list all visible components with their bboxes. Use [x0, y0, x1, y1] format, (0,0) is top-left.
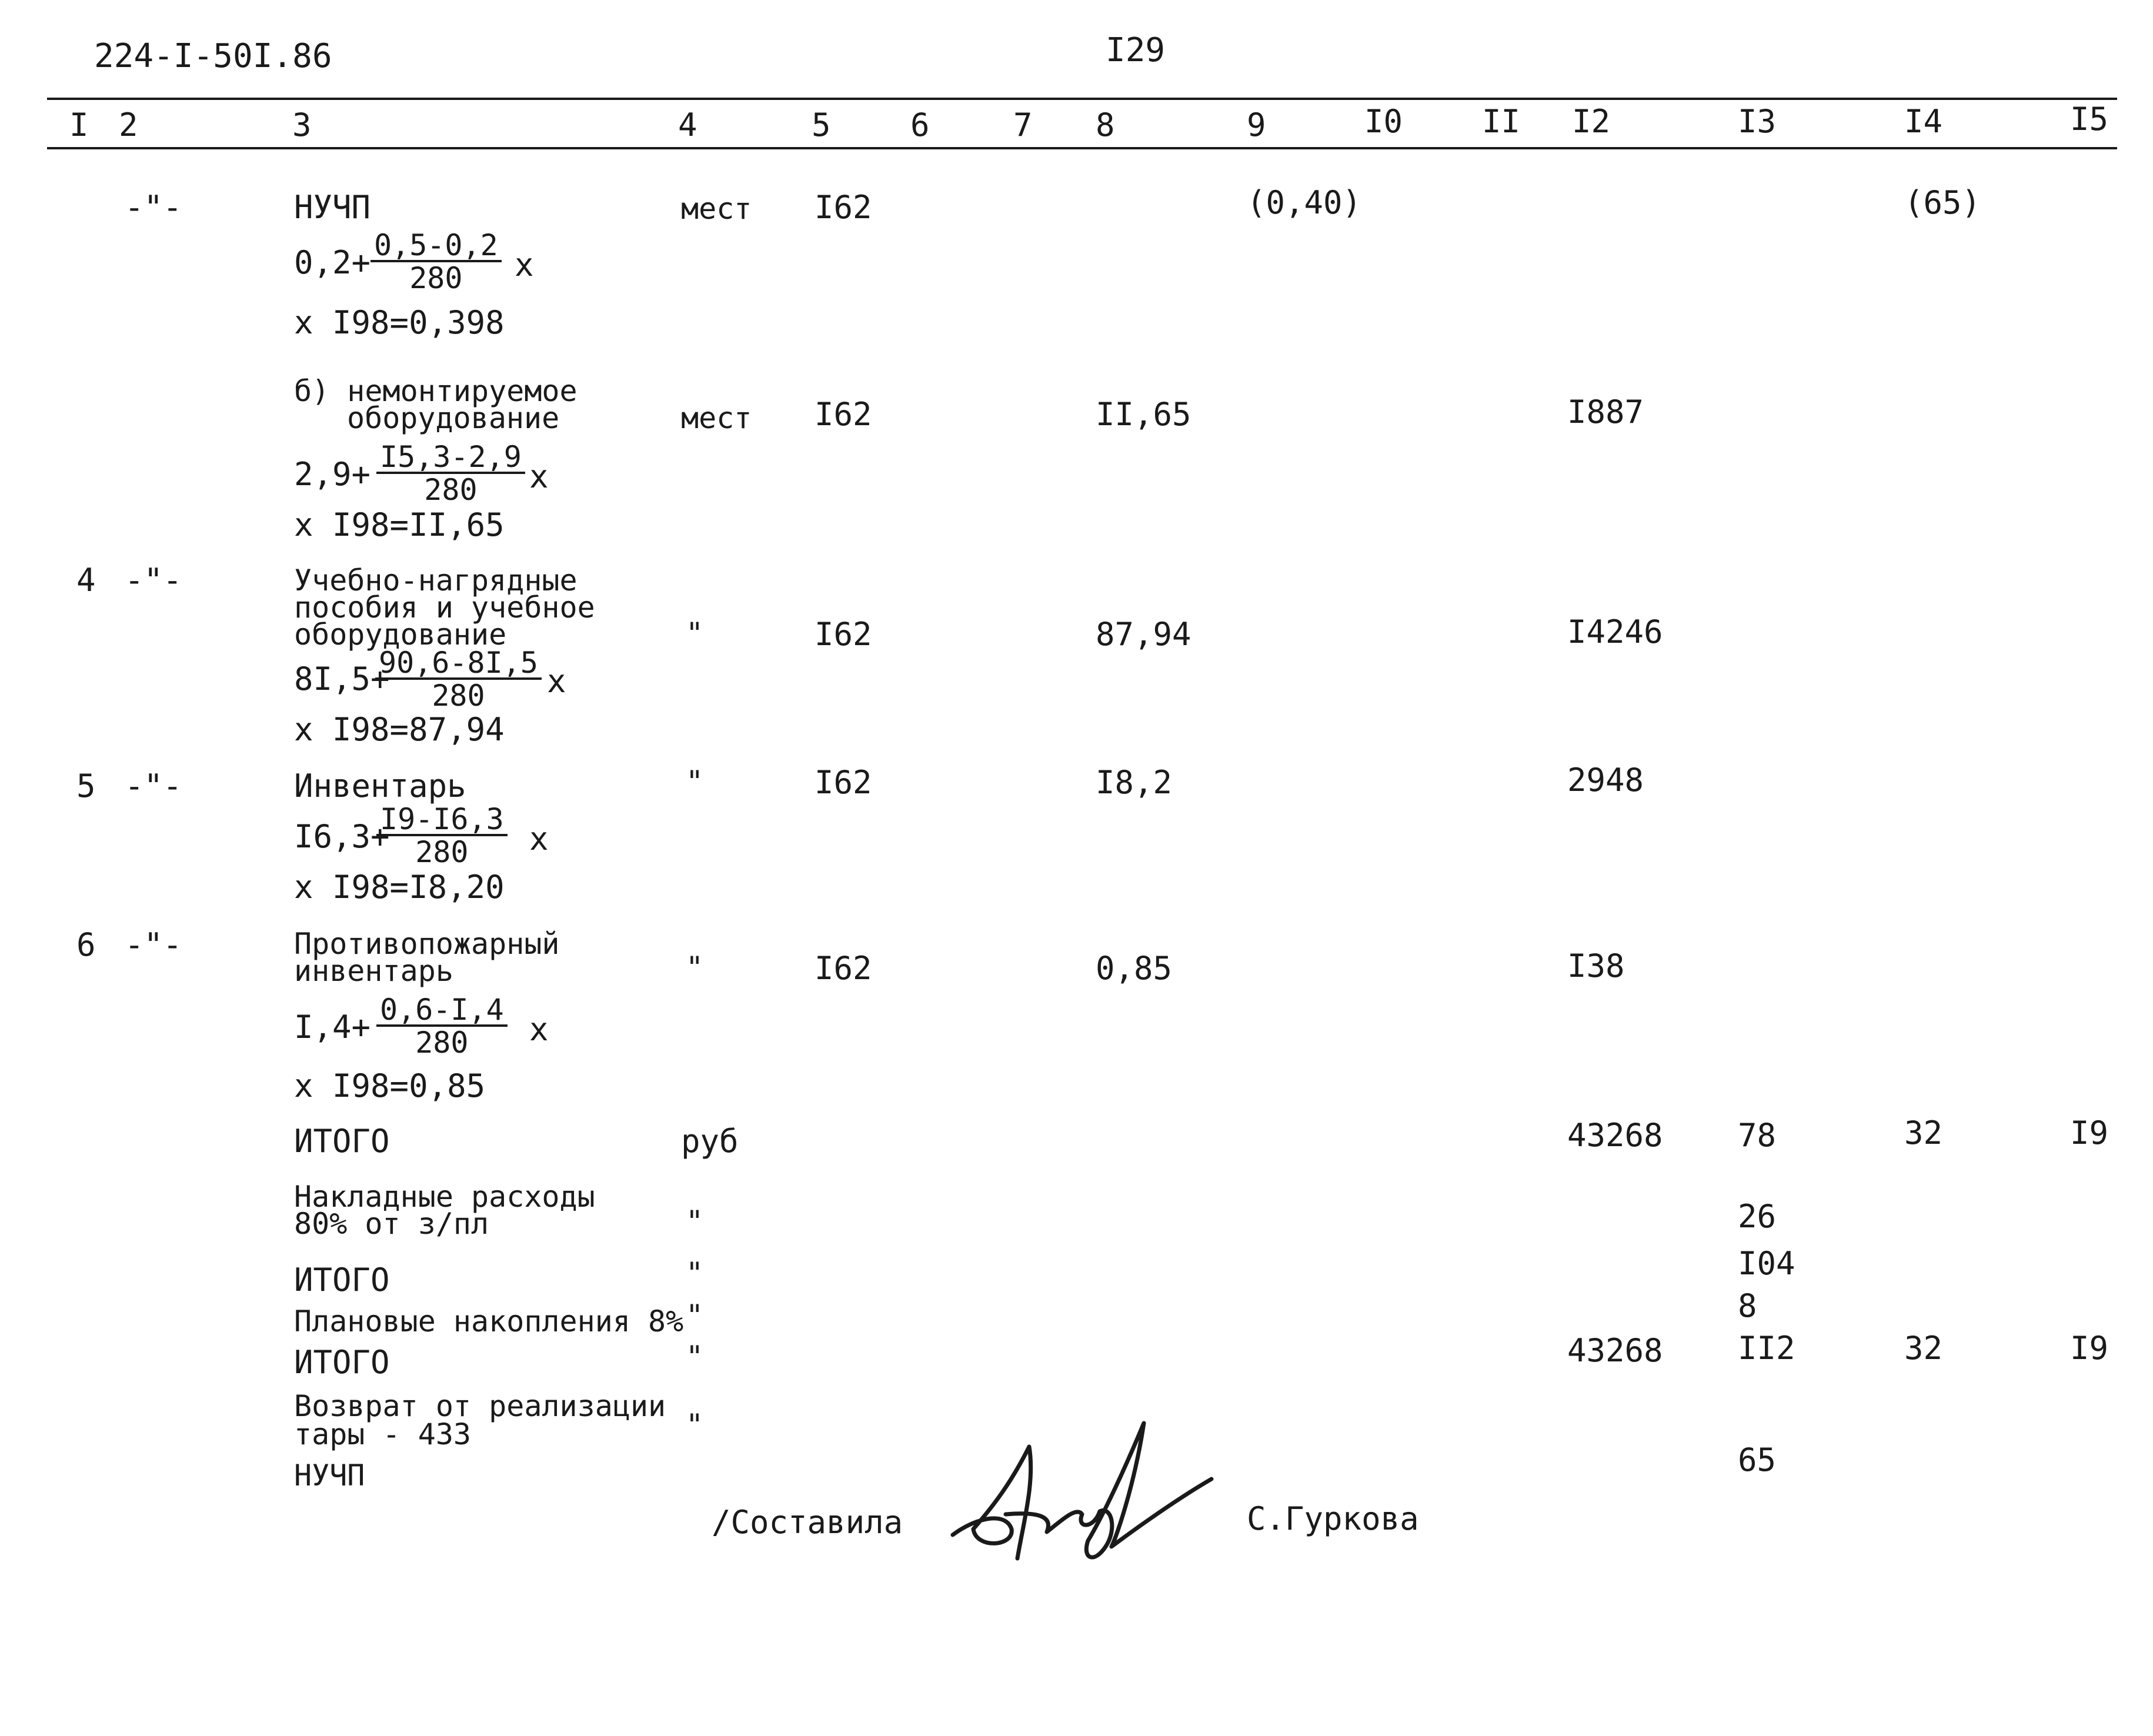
formula-result: x I98=87,94 [294, 711, 505, 748]
return-label: Возврат от реализации [294, 1389, 666, 1423]
col-header: 5 [812, 106, 831, 143]
overhead-label: Накладные расходы [294, 1180, 595, 1214]
col-header: 6 [910, 106, 930, 143]
cell-col13: 65 [1738, 1441, 1777, 1478]
cell-col5: I62 [815, 396, 872, 433]
cell-col12: 43268 [1567, 1332, 1663, 1369]
formula-result: x I98=0,85 [294, 1067, 486, 1104]
cell-col14: (65) [1904, 184, 1981, 221]
ditto-mark: -"- [125, 767, 182, 804]
formula-fraction [376, 442, 525, 505]
col-header: 4 [678, 106, 697, 143]
unit-cell: мест [681, 401, 752, 435]
ditto-mark: -"- [125, 562, 182, 599]
row-number: 5 [76, 767, 96, 804]
cell-col8: 87,94 [1096, 616, 1191, 653]
cell-col13: 26 [1738, 1198, 1777, 1235]
fraction-numerator: I5,3-2,9 [376, 442, 525, 474]
formula-prefix: 2,9+ [294, 456, 371, 493]
cell-col5: I62 [815, 950, 872, 987]
unit-cell: " [686, 1256, 704, 1290]
formula-suffix: x [547, 663, 566, 700]
cell-col13: 78 [1738, 1117, 1777, 1154]
handwritten-signature [941, 1411, 1223, 1578]
fraction-numerator: 0,5-0,2 [370, 231, 502, 262]
col-header: 7 [1013, 106, 1033, 143]
formula-fraction [370, 228, 502, 295]
fraction-denominator: 280 [415, 835, 469, 869]
cell-col14: 32 [1904, 1114, 1943, 1151]
table-header-rule [47, 147, 2117, 149]
cell-col15: I9 [2070, 1330, 2109, 1367]
formula-prefix: I,4+ [294, 1009, 371, 1046]
item-name: инвентарь [294, 954, 453, 988]
cell-col8: 0,85 [1096, 950, 1173, 987]
col-header: 3 [292, 106, 312, 143]
cell-col8: I8,2 [1096, 764, 1173, 801]
formula-prefix: 8I,5+ [294, 660, 390, 697]
cell-col8: II,65 [1096, 396, 1191, 433]
formula-fraction [375, 646, 542, 713]
cell-col12: I887 [1567, 393, 1644, 430]
total-label: ИТОГО [294, 1261, 390, 1298]
item-name: оборудование [347, 401, 560, 435]
unit-cell: " [686, 1298, 704, 1333]
formula-result: x I98=I8,20 [294, 869, 505, 906]
fraction-denominator: 280 [415, 1026, 469, 1060]
col-header: 2 [119, 106, 138, 143]
fraction-numerator: 0,6-I,4 [376, 995, 508, 1027]
row-number: 6 [76, 926, 96, 963]
document-code: 224-I-50I.86 [94, 37, 332, 75]
col-header: I0 [1364, 103, 1403, 140]
ditto-mark: -"- [125, 189, 182, 226]
item-name: Противопожарный [294, 927, 560, 961]
formula-suffix: x [515, 246, 534, 283]
return-label: НУЧП [294, 1458, 365, 1493]
unit-cell: руб [681, 1123, 739, 1160]
cell-col13: 8 [1738, 1287, 1757, 1324]
item-name: пособия и учебное [294, 590, 595, 625]
fraction-denominator: 280 [424, 473, 478, 507]
col-header: I2 [1572, 103, 1611, 140]
row-number: 4 [76, 562, 96, 599]
formula-suffix: x [529, 1011, 549, 1048]
formula-prefix: 0,2+ [294, 244, 371, 281]
item-name: б) немонтируемое [294, 374, 578, 408]
col-header: II [1482, 103, 1521, 140]
return-label: тары - 433 [294, 1417, 472, 1451]
cell-col12: 43268 [1567, 1117, 1663, 1154]
overhead-label: 80% от з/пл [294, 1207, 489, 1241]
cell-col9: (0,40) [1247, 184, 1362, 221]
unit-cell: мест [681, 192, 752, 226]
unit-cell: " [686, 764, 704, 799]
col-header: I [69, 106, 89, 143]
unit-cell: " [686, 950, 704, 984]
unit-cell: " [686, 1204, 704, 1238]
fraction-numerator: I9-I6,3 [376, 804, 508, 836]
col-header: 8 [1096, 106, 1115, 143]
item-name: Учебно-нагрядные [294, 563, 578, 597]
table-top-rule [47, 98, 2117, 100]
fraction-numerator: 90,6-8I,5 [375, 648, 542, 680]
formula-prefix: I6,3+ [294, 818, 390, 855]
planned-label: Плановые накопления 8% [294, 1304, 684, 1338]
formula-fraction [376, 804, 508, 867]
cell-col13: I04 [1738, 1245, 1795, 1282]
col-header: I5 [2070, 101, 2109, 138]
cell-col5: I62 [815, 764, 872, 801]
formula-result: x I98=II,65 [294, 506, 505, 543]
item-name: НУЧП [294, 189, 371, 226]
fraction-denominator: 280 [409, 261, 463, 295]
cell-col12: I38 [1567, 947, 1625, 984]
col-header: I3 [1738, 103, 1777, 140]
compiled-by-label: /Составила [712, 1504, 903, 1541]
item-name: оборудование [294, 617, 507, 652]
col-header: 9 [1247, 106, 1266, 143]
ditto-mark: -"- [125, 926, 182, 963]
fraction-denominator: 280 [432, 679, 485, 713]
unit-cell: " [686, 1340, 704, 1374]
item-name: Инвентарь [294, 767, 466, 804]
unit-cell: " [686, 1408, 704, 1442]
cell-col12: I4246 [1567, 613, 1663, 650]
compiler-name: С.Гуркова [1247, 1500, 1419, 1537]
formula-fraction [376, 993, 508, 1060]
formula-suffix: x [529, 458, 549, 495]
cell-col14: 32 [1904, 1330, 1943, 1367]
total-label: ИТОГО [294, 1123, 390, 1160]
formula-result: x I98=0,398 [294, 304, 505, 341]
cell-col13: II2 [1738, 1330, 1795, 1367]
cell-col12: 2948 [1567, 762, 1644, 799]
cell-col5: I62 [815, 189, 872, 226]
cell-col15: I9 [2070, 1114, 2109, 1151]
page-number: I29 [1106, 31, 1166, 69]
formula-suffix: x [529, 820, 549, 857]
cell-col5: I62 [815, 616, 872, 653]
col-header: I4 [1904, 103, 1943, 140]
unit-cell: " [686, 616, 704, 650]
total-label: ИТОГО [294, 1344, 390, 1381]
